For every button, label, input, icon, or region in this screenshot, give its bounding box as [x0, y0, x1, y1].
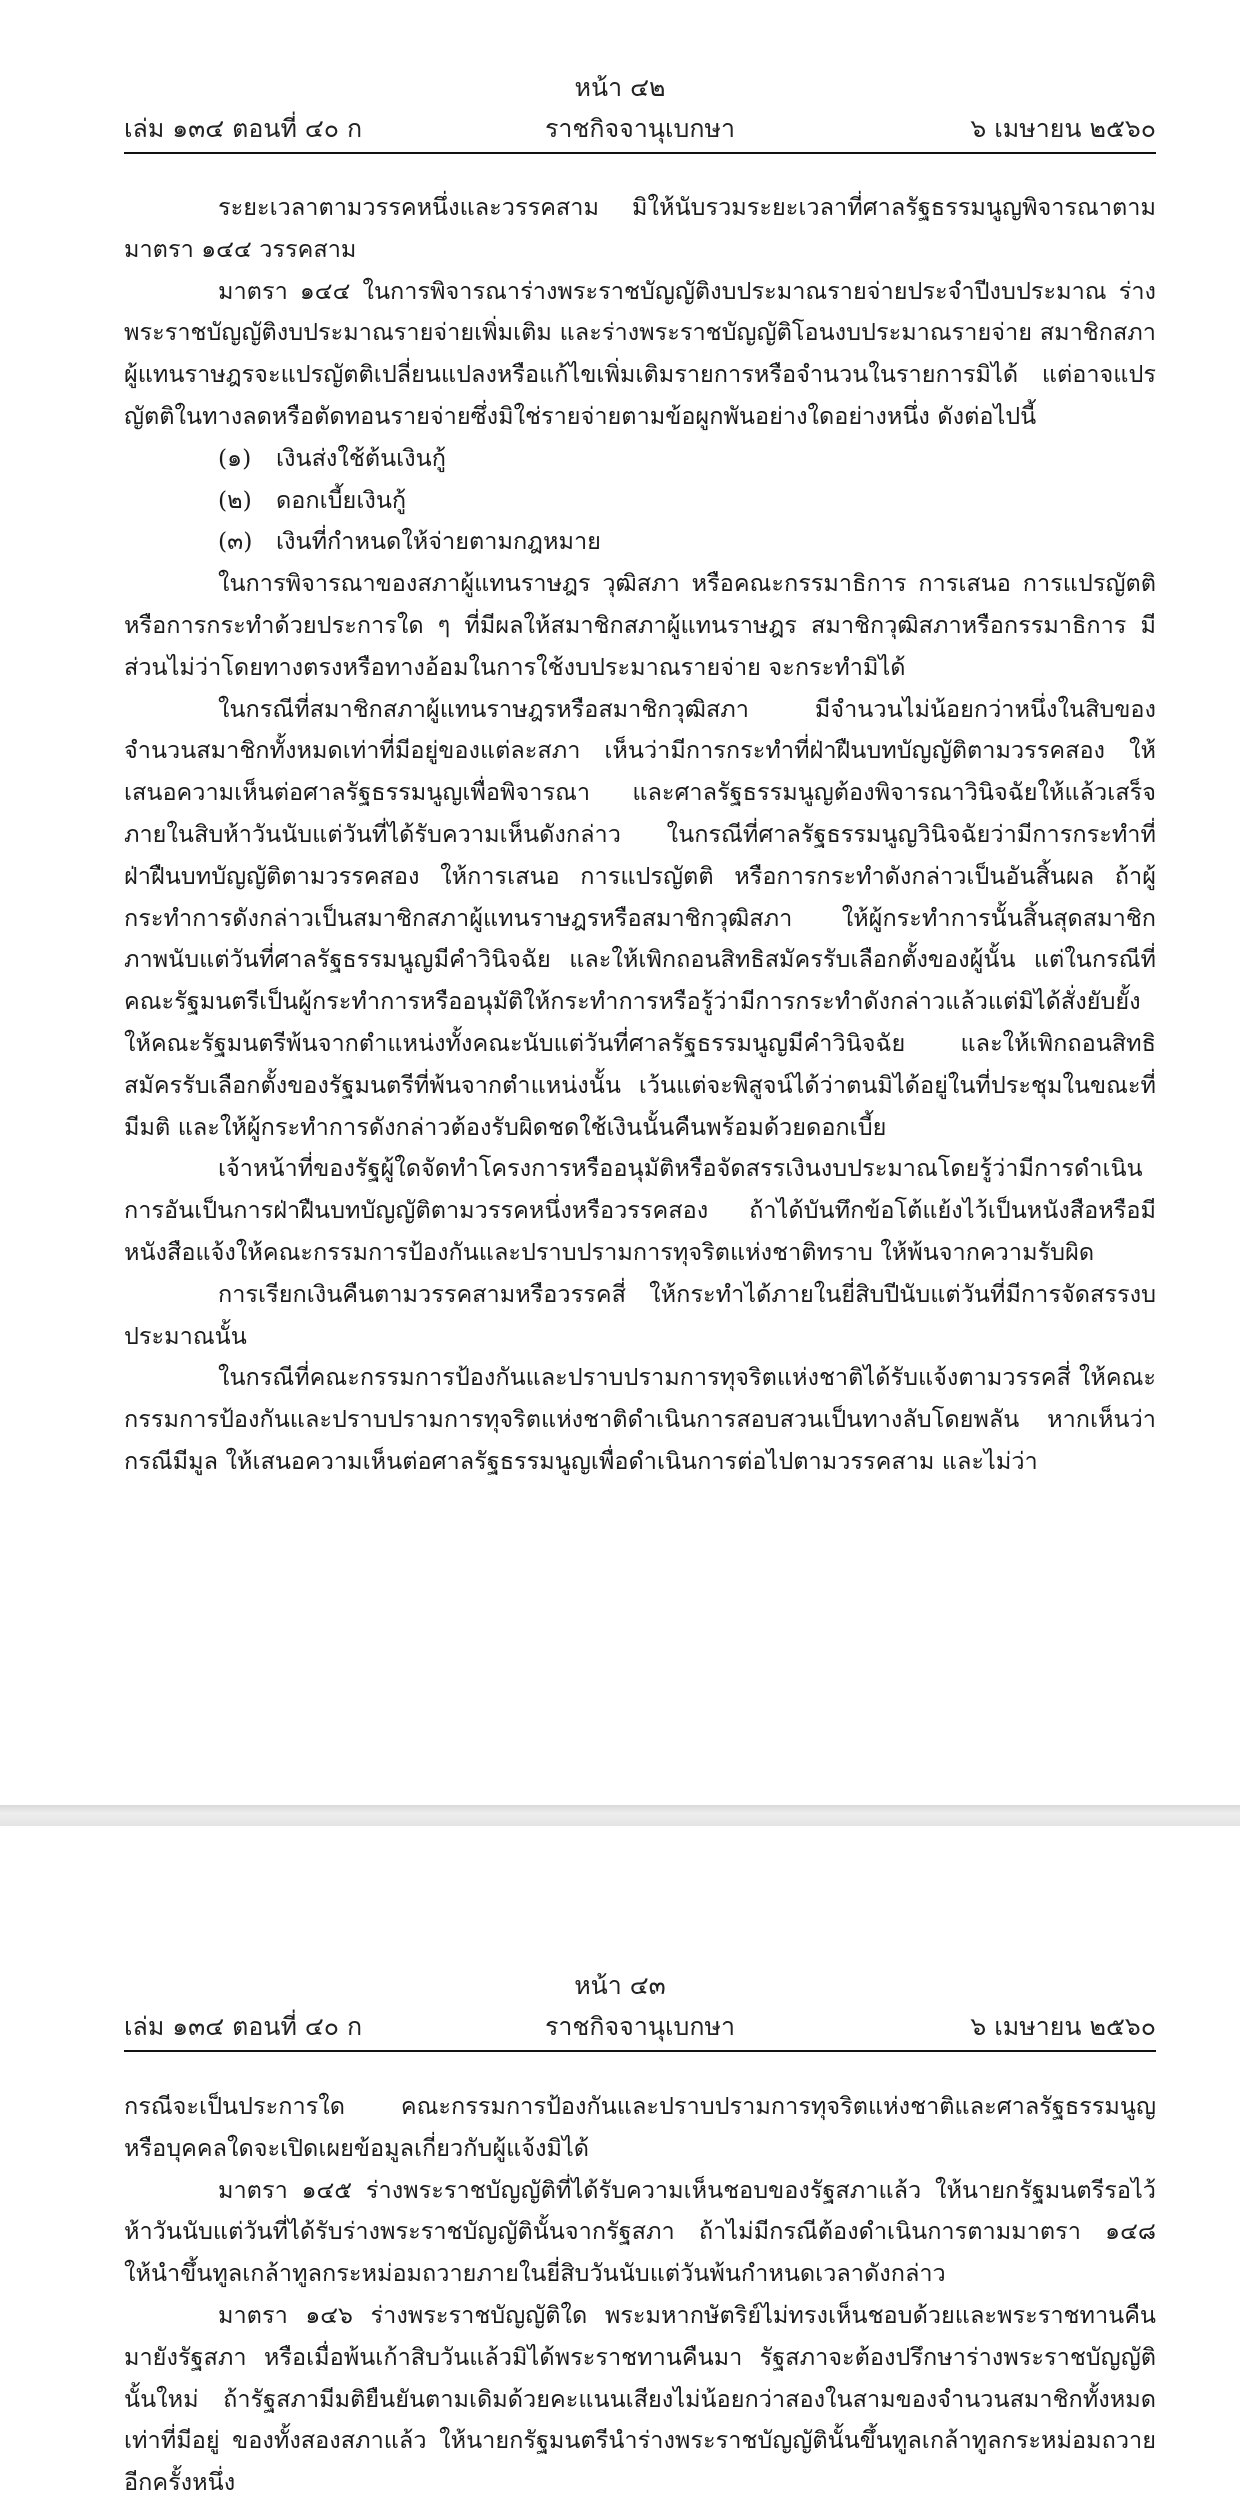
paragraph: ในกรณีที่สมาชิกสภาผู้แทนราษฎรหรือสมาชิกวุฒิสภา มีจำนวนไม่น้อยกว่าหนึ่งในสิบของจำนวนสมาชิกทั้งหมดเท่าที่มีอยู่ของแต่ละสภา เห็นว่ามีการกระทำที่ฝ่าฝืนบทบัญญัติตามวรรคสอง ให้เสนอความเห็นต่อศาลรัฐธรรมนูญเพื่อพิจารณา และศาลรัฐธรรมนูญต้องพิจารณาวินิจฉัยให้แล้วเสร็จภายในสิบห้าวันนับแต่วันที่ได้รับความเห็นดังกล่าว ในกรณีที่ศาลรัฐธรรมนูญวินิจฉัยว่ามีการกระทำที่ฝ่าฝืนบทบัญญัติตามวรรคสอง ให้การเสนอ การแปรญัตติ หรือการกระทำดังกล่าวเป็นอันสิ้นผล ถ้าผู้กระทำการดังกล่าวเป็นสมาชิกสภาผู้แทนราษฎรหรือสมาชิกวุฒิสภา ให้ผู้กระทำการนั้นสิ้นสุดสมาชิกภาพนับแต่วันที่ศาลรัฐธรรมนูญมีคำวินิจฉัย และให้เพิกถอนสิทธิสมัครรับเลือกตั้งของผู้นั้น แต่ในกรณีที่คณะรัฐมนตรีเป็นผู้กระทำการหรืออนุมัติให้กระทำการหรือรู้ว่ามีการกระทำดังกล่าวแล้วแต่มิได้สั่งยับยั้ง ให้คณะรัฐมนตรีพ้นจากตำแหน่งทั้งคณะนับแต่วันที่ศาลรัฐธรรมนูญมีคำวินิจฉัย และให้เพิกถอนสิทธิสมัครรับเลือกตั้งของรัฐมนตรีที่พ้นจากตำแหน่งนั้น เว้นแต่จะพิสูจน์ได้ว่าตนมิได้อยู่ในที่ประชุมในขณะที่มีมติ และให้ผู้กระทำการดังกล่าวต้องรับผิดชดใช้เงินนั้นคืนพร้อมด้วยดอกเบี้ย — [124, 694, 1156, 1141]
page-body — [124, 2086, 1156, 2504]
section-146-paragraph: มาตรา ๑๔๖ ร่างพระราชบัญญัติใด พระมหากษัตริย์ไม่ทรงเห็นชอบด้วยและพระราชทานคืนมายังรัฐสภา หรือเมื่อพ้นเก้าสิบวันแล้วมิได้พระราชทานคืนมา รัฐสภาจะต้องปรึกษาร่างพระราชบัญญัตินั้นใหม่ ถ้ารัฐสภามีมติยืนยันตามเดิมด้วยคะแนนเสียงไม่น้อยกว่าสองในสามของจำนวนสมาชิกทั้งหมดเท่าที่มีอยู่ ของทั้งสองสภาแล้ว ให้นายกรัฐมนตรีนำร่างพระราชบัญญัตินั้นขึ้นทูลเกล้าทูลกระหม่อมถวายอีกครั้งหนึ่ง — [124, 2300, 1156, 2497]
section-144-paragraph: มาตรา ๑๔๔ ในการพิจารณาร่างพระราชบัญญัติงบประมาณรายจ่ายประจำปีงบประมาณ ร่างพระราชบัญญัติงบประมาณรายจ่ายเพิ่มเติม และร่างพระราชบัญญัติโอนงบประมาณรายจ่าย สมาชิกสภาผู้แทนราษฎรจะแปรญัตติเปลี่ยนแปลงหรือแก้ไขเพิ่มเติมรายการหรือจำนวนในรายการมิได้ แต่อาจแปรญัตติในทางลดหรือตัดทอนรายจ่ายซึ่งมิใช่รายจ่ายตามข้อผูกพันอย่างใดอย่างหนึ่ง ดังต่อไปนี้ — [124, 276, 1156, 430]
paragraph: เจ้าหน้าที่ของรัฐผู้ใดจัดทำโครงการหรืออนุมัติหรือจัดสรรเงินงบประมาณโดยรู้ว่ามีการดำเนินการอันเป็นการฝ่าฝืนบทบัญญัติตามวรรคหนึ่งหรือวรรคสอง ถ้าได้บันทึกข้อโต้แย้งไว้เป็นหนังสือหรือมีหนังสือแจ้งให้คณะกรรมการป้องกันและปราบปรามการทุจริตแห่งชาติทราบ ให้พ้นจากความรับผิด — [124, 1154, 1156, 1266]
list-item — [124, 480, 1156, 522]
list-item-text: เงินที่กำหนดให้จ่ายตามกฎหมาย — [276, 527, 601, 556]
paragraph: การเรียกเงินคืนตามวรรคสามหรือวรรคสี่ ให้กระทำได้ภายในยี่สิบปีนับแต่วันที่มีการจัดสรรงบประมาณนั้น — [124, 1279, 1156, 1350]
header-rule — [124, 152, 1156, 154]
header-gazette-title: ราชกิจจานุเบกษา — [544, 2012, 736, 2041]
list-item-number: (๒) — [218, 485, 252, 514]
header-date: ๖ เมษายน ๒๕๖๐ — [970, 114, 1156, 143]
section-145-paragraph: มาตรา ๑๔๕ ร่างพระราชบัญญัติที่ได้รับความเห็นชอบของรัฐสภาแล้ว ให้นายกรัฐมนตรีรอไว้ห้าวันนับแต่วันที่ได้รับร่างพระราชบัญญัตินั้นจากรัฐสภา ถ้าไม่มีกรณีต้องดำเนินการตามมาตรา ๑๔๘ ให้นำขึ้นทูลเกล้าทูลกระหม่อมถวายภายในยี่สิบวันนับแต่วันพ้นกำหนดเวลาดังกล่าว — [124, 2175, 1156, 2288]
header-gazette-title: ราชกิจจานุเบกษา — [544, 114, 736, 143]
page-separator — [0, 1805, 1240, 1826]
list-item-number: (๑) — [218, 443, 252, 472]
header-rule — [124, 2050, 1156, 2052]
list-item — [124, 521, 1156, 563]
page-number: หน้า ๔๒ — [574, 73, 666, 102]
paragraph: ระยะเวลาตามวรรคหนึ่งและวรรคสาม มิให้นับรวมระยะเวลาที่ศาลรัฐธรรมนูญพิจารณาตามมาตรา ๑๔๔ วรรคสาม — [124, 193, 1156, 263]
list-item-text: เงินส่งใช้ต้นเงินกู้ — [276, 443, 446, 472]
paragraph: ในการพิจารณาของสภาผู้แทนราษฎร วุฒิสภา หรือคณะกรรมาธิการ การเสนอ การแปรญัตติ หรือการกระทำด้วยประการใด ๆ ที่มีผลให้สมาชิกสภาผู้แทนราษฎร สมาชิกวุฒิสภาหรือกรรมาธิการ มีส่วนไม่ว่าโดยทางตรงหรือทางอ้อมในการใช้งบประมาณรายจ่าย จะกระทำมิได้ — [124, 569, 1156, 681]
page-body — [124, 187, 1156, 1483]
header-volume-issue: เล่ม ๑๓๔ ตอนที่ ๔๐ ก — [124, 2012, 363, 2041]
list-item — [124, 438, 1156, 480]
page-number: หน้า ๔๓ — [574, 1971, 666, 2000]
header-date: ๖ เมษายน ๒๕๖๐ — [970, 2012, 1156, 2041]
header-volume-issue: เล่ม ๑๓๔ ตอนที่ ๔๐ ก — [124, 114, 363, 143]
list-item-text: ดอกเบี้ยเงินกู้ — [276, 485, 407, 514]
list-item-number: (๓) — [218, 527, 253, 556]
gazette-header — [124, 2007, 1156, 2047]
gazette-header — [124, 109, 1156, 149]
paragraph: กรณีจะเป็นประการใด คณะกรรมการป้องกันและปราบปรามการทุจริตแห่งชาติและศาลรัฐธรรมนูญ หรือบุคคลใดจะเปิดเผยข้อมูลเกี่ยวกับผู้แจ้งมิได้ — [124, 2092, 1156, 2162]
paragraph: ในกรณีที่คณะกรรมการป้องกันและปราบปรามการทุจริตแห่งชาติได้รับแจ้งตามวรรคสี่ ให้คณะกรรมการป้องกันและปราบปรามการทุจริตแห่งชาติดำเนินการสอบสวนเป็นทางลับโดยพลัน หากเห็นว่ากรณีมีมูล ให้เสนอความเห็นต่อศาลรัฐธรรมนูญเพื่อดำเนินการต่อไปตามวรรคสาม และไม่ว่า — [124, 1363, 1156, 1475]
